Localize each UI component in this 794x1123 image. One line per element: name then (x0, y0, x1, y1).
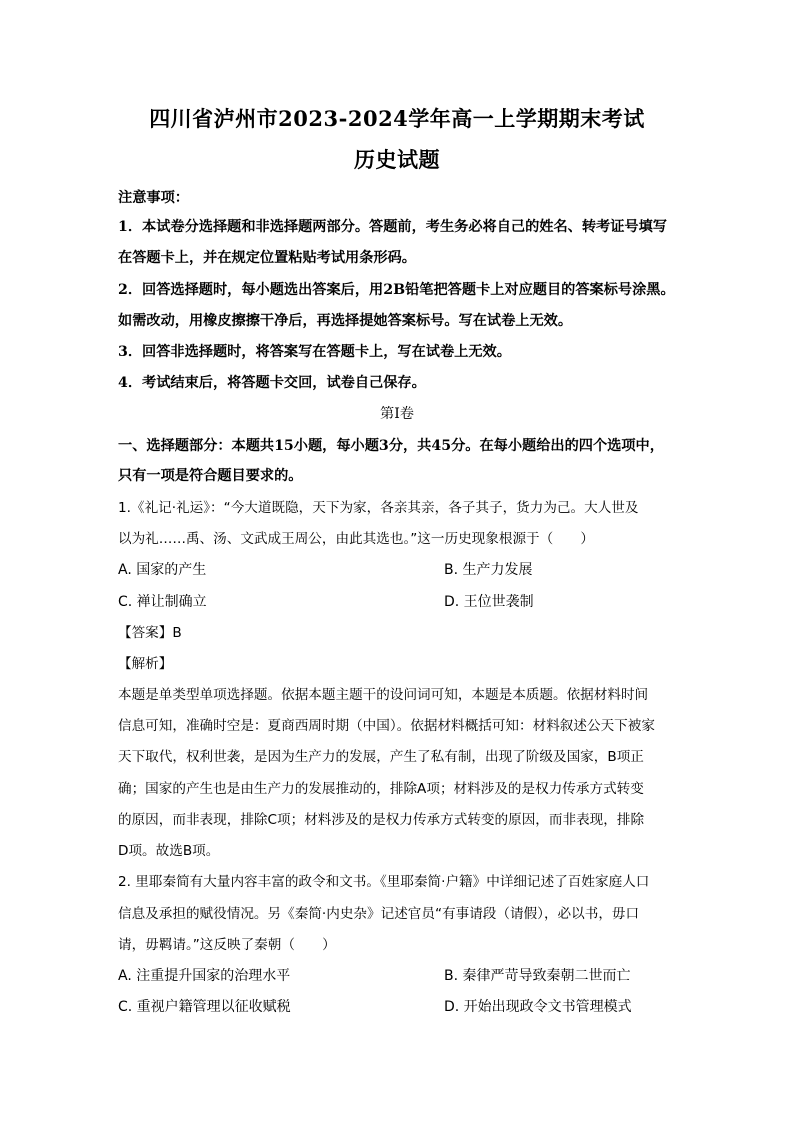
q1-analysis-line: 确；国家的产生也是由生产力的发展推动的，排除A项；材料涉及的是权力传承方式转变 (118, 781, 644, 797)
q1-analysis-line: D项。故选B项。 (118, 843, 220, 859)
notice-heading: 注意事项： (118, 190, 189, 206)
notice-line: 4．考试结束后，将答题卡交回，试卷自己保存。 (118, 375, 426, 391)
notice-line: 如需改动，用橡皮擦擦干净后，再选择提她答案标号。写在试卷上无效。 (118, 313, 573, 329)
q1-analysis-heading: 【解析】 (118, 656, 173, 672)
q2-option-c: C. 重视户籍管理以征收赋税 (118, 999, 291, 1015)
q2-option-b: B. 秦律严苛导致秦朝二世而亡 (444, 968, 631, 984)
notice-line: 1．本试卷分选择题和非选择题两部分。答题前，考生务必将自己的姓名、转考证号填写 (118, 219, 667, 235)
q2-option-d: D. 开始出现政令文书管理模式 (444, 999, 632, 1015)
q1-analysis-line: 的原因，而非表现，排除C项；材料涉及的是权力传承方式转变的原因，而非表现，排除 (118, 812, 645, 828)
q2-option-a: A. 注重提升国家的治理水平 (118, 968, 291, 984)
exam-subtitle: 历史试题 (354, 147, 440, 172)
q1-option-a: A. 国家的产生 (118, 562, 207, 578)
q1-analysis-line: 本题是单类型单项选择题。依据本题主题干的设问词可知，本题是本质题。依据材料时间 (118, 687, 649, 703)
section-instruction: 只有一项是符合题目要求的。 (118, 468, 303, 484)
q1-answer: 【答案】B (118, 625, 182, 641)
volume-label: 第Ⅰ卷 (380, 406, 414, 422)
question-2-stem: 请，毋羁请。”这反映了秦朝（ ） (118, 937, 336, 953)
question-1-stem: 以为礼……禹、汤、文武成王周公，由此其选也。”这一历史现象根源于（ ） (118, 531, 595, 547)
notice-line: 在答题卡上，并在规定位置粘贴考试用条形码。 (118, 250, 416, 266)
notice-line: 3．回答非选择题时，将答案写在答题卡上，写在试卷上无效。 (118, 344, 511, 360)
q1-option-d: D. 王位世袭制 (444, 594, 534, 610)
q1-analysis-line: 天下取代，权利世袭，是因为生产力的发展，产生了私有制，出现了阶级及国家，B项正 (118, 749, 644, 765)
question-2-stem: 信息及承担的赋役情况。另《秦简·内史杂》记述官员“有事请段（请假），必以书，毋口 (118, 906, 640, 922)
exam-title: 四川省泸州市2023-2024学年高一上学期期末考试 (149, 106, 645, 131)
q1-option-c: C. 禅让制确立 (118, 594, 207, 610)
notice-line: 2．回答选择题时，每小题选出答案后，用2B铅笔把答题卡上对应题目的答案标号涂黑。 (118, 282, 675, 298)
question-1-stem: 1.《礼记·礼运》：“今大道既隐，天下为家，各亲其亲，各子其子，货力为己。大人世及 (118, 500, 639, 516)
q1-option-b: B. 生产力发展 (444, 562, 533, 578)
q1-analysis-line: 信息可知，准确时空是：夏商西周时期（中国）。依据材料概括可知：材料叙述公天下被家 (118, 718, 655, 734)
question-2-stem: 2. 里耶秦简有大量内容丰富的政令和文书。《里耶秦简·户籍》中详细记述了百姓家庭人口 (118, 874, 650, 890)
section-instruction: 一、选择题部分：本题共15小题，每小题3分，共45分。在每小题给出的四个选项中， (118, 438, 664, 454)
